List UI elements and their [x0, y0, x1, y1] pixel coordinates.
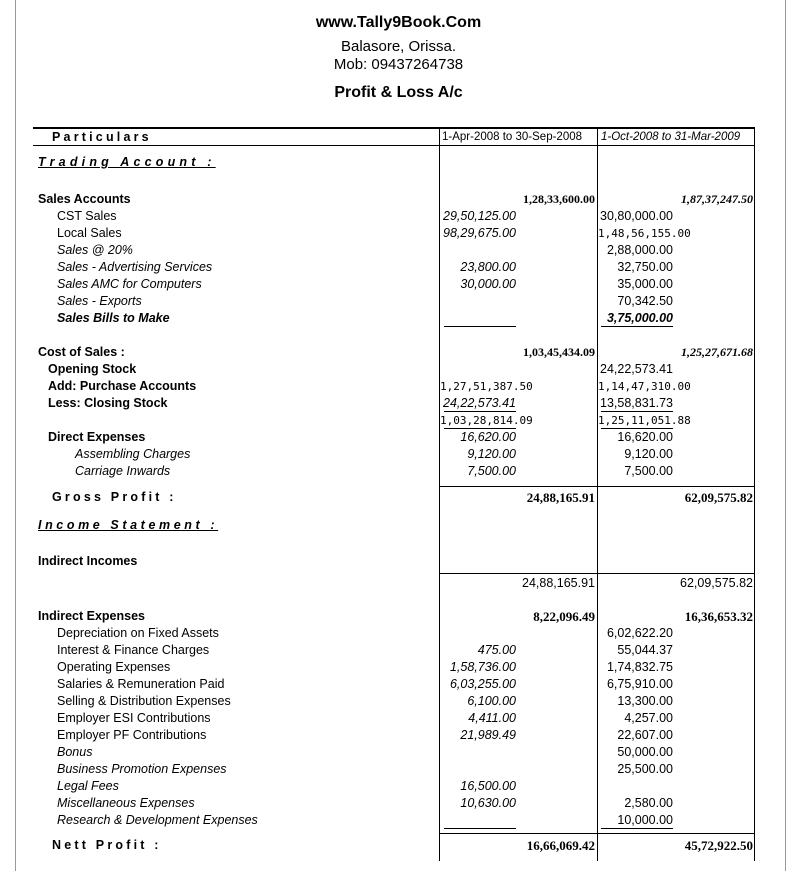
nett-profit-top-rule: [440, 833, 755, 834]
ledger-value-period2: 6,02,622.20: [606, 626, 673, 640]
subtotal-rule: [601, 411, 673, 412]
ledger-label: Legal Fees: [57, 779, 119, 793]
sales-total-period2: 1,87,37,247.50: [681, 192, 753, 206]
ledger-value-period1: 30,000.00: [460, 277, 516, 291]
ledger-label: Research & Development Expenses: [57, 813, 258, 827]
nett-profit-period2: 45,72,922.50: [684, 838, 753, 853]
indirect-expenses-total-period2: 16,36,653.32: [684, 609, 753, 624]
ledger-label: Sales - Exports: [57, 294, 142, 308]
gross-profit-period2: 62,09,575.82: [684, 490, 753, 505]
gross-profit-top-rule: [440, 486, 755, 487]
ledger-value-period2: 3,75,000.00: [606, 311, 673, 325]
stock-subtotal-period2: 1,25,11,051.88: [598, 414, 691, 427]
ledger-value-period2: 1,74,832.75: [606, 660, 673, 674]
company-location: Balasore, Orissa.: [340, 38, 457, 55]
ledger-value-period2: 50,000.00: [617, 745, 673, 759]
site-name: www.Tally9Book.Com: [315, 14, 482, 31]
ledger-label: Local Sales: [57, 226, 122, 240]
ledger-label: Assembling Charges: [75, 447, 191, 461]
opening-stock-period2: 24,22,573.41: [600, 362, 673, 376]
nett-profit-period1: 16,66,069.42: [526, 838, 595, 853]
ledger-label: CST Sales: [57, 209, 117, 223]
page-border-right: [785, 0, 786, 871]
indirect-expenses-label: Indirect Expenses: [38, 609, 145, 623]
ledger-value-period2: 7,500.00: [624, 464, 673, 478]
ledger-label: Sales AMC for Computers: [57, 277, 202, 291]
direct-expenses-label: Direct Expenses: [48, 430, 146, 444]
ledger-label: Business Promotion Expenses: [57, 762, 227, 776]
ledger-value-period1: 98,29,675.00: [443, 226, 516, 240]
table-header-rule: [33, 145, 755, 146]
subtotal-rule: [444, 411, 516, 412]
table-top-rule: [33, 127, 755, 129]
section-income-statement: Income Statement :: [38, 518, 219, 532]
nett-profit-label: Nett Profit :: [52, 838, 162, 852]
gross-profit-label: Gross Profit :: [52, 490, 177, 504]
closing-stock-period1: 24,22,573.41: [443, 396, 516, 410]
ledger-value-period2: 30,80,000.00: [600, 209, 673, 223]
stock-subtotal-period1: 1,03,28,814.09: [440, 414, 533, 427]
report-title: Profit & Loss A/c: [334, 84, 463, 101]
ledger-value-period1: 21,989.49: [460, 728, 516, 742]
indirect-incomes-label: Indirect Incomes: [38, 554, 138, 568]
subtotal-rule: [601, 828, 673, 829]
ledger-value-period2: 55,044.37: [617, 643, 673, 657]
ledger-value-period2: 2,88,000.00: [606, 243, 673, 257]
ledger-value-period2: 1,48,56,155.00: [598, 227, 691, 240]
ledger-value-period1: 7,500.00: [467, 464, 516, 478]
column-header-period1: 1-Apr-2008 to 30-Sep-2008: [442, 131, 583, 143]
indirect-expenses-total-period1: 8,22,096.49: [533, 609, 595, 624]
ledger-value-period2: 22,607.00: [617, 728, 673, 742]
cost-of-sales-total-period1: 1,03,45,434.09: [523, 345, 595, 359]
cost-of-sales-total-period2: 1,25,27,671.68: [681, 345, 753, 359]
ledger-label: Sales @ 20%: [57, 243, 133, 257]
ledger-label: Carriage Inwards: [75, 464, 171, 478]
section-trading-account: Trading Account :: [38, 155, 216, 169]
closing-stock-label: Less: Closing Stock: [48, 396, 168, 410]
page-border-left: [15, 0, 16, 871]
ledger-value-period1: 29,50,125.00: [443, 209, 516, 223]
carried-period1: 24,88,165.91: [522, 576, 595, 590]
company-mobile: Mob: 09437264738: [333, 56, 464, 73]
ledger-value-period2: 13,300.00: [617, 694, 673, 708]
closing-stock-period2: 13,58,831.73: [600, 396, 673, 410]
purchase-accounts-period1: 1,27,51,387.50: [440, 380, 533, 393]
ledger-value-period2: 32,750.00: [617, 260, 673, 274]
ledger-value-period1: 9,120.00: [467, 447, 516, 461]
ledger-label: Selling & Distribution Expenses: [57, 694, 231, 708]
ledger-value-period1: 6,03,255.00: [449, 677, 516, 691]
direct-expenses-period1: 16,620.00: [460, 430, 516, 444]
ledger-value-period1: 1,58,736.00: [449, 660, 516, 674]
ledger-value-period1: 4,411.00: [468, 711, 516, 725]
column-header-particulars: Particulars: [52, 130, 152, 144]
direct-expenses-period2: 16,620.00: [617, 430, 673, 444]
ledger-value-period2: 4,257.00: [624, 711, 673, 725]
ledger-label: Salaries & Remuneration Paid: [57, 677, 225, 691]
ledger-label: Interest & Finance Charges: [57, 643, 210, 657]
ledger-label: Depreciation on Fixed Assets: [57, 626, 219, 640]
ledger-value-period2: 35,000.00: [617, 277, 673, 291]
ledger-label: Employer PF Contributions: [57, 728, 207, 742]
ledger-label: Sales Bills to Make: [57, 311, 170, 325]
ledger-value-period2: 9,120.00: [624, 447, 673, 461]
subtotal-rule: [444, 326, 516, 327]
ledger-label: Sales - Advertising Services: [57, 260, 213, 274]
sales-total-period1: 1,28,33,600.00: [523, 192, 595, 206]
column-divider-3: [754, 127, 755, 861]
sales-accounts-label: Sales Accounts: [38, 192, 131, 206]
ledger-value-period1: 475.00: [477, 643, 516, 657]
purchase-accounts-label: Add: Purchase Accounts: [48, 379, 197, 393]
ledger-value-period2: 6,75,910.00: [606, 677, 673, 691]
ledger-value-period1: 16,500.00: [460, 779, 516, 793]
carried-period2: 62,09,575.82: [680, 576, 753, 590]
gross-profit-period1: 24,88,165.91: [526, 490, 595, 505]
ledger-value-period2: 70,342.50: [617, 294, 673, 308]
subtotal-rule: [444, 428, 516, 429]
ledger-value-period2: 2,580.00: [624, 796, 673, 810]
cost-of-sales-label: Cost of Sales :: [38, 345, 125, 359]
ledger-value-period2: 25,500.00: [617, 762, 673, 776]
purchase-accounts-period2: 1,14,47,310.00: [598, 380, 691, 393]
ledger-value-period2: 10,000.00: [617, 813, 673, 827]
column-header-period2: 1-Oct-2008 to 31-Mar-2009: [601, 131, 741, 143]
ledger-value-period1: 10,630.00: [460, 796, 516, 810]
subtotal-rule: [601, 428, 673, 429]
ledger-label: Operating Expenses: [57, 660, 171, 674]
ledger-value-period1: 6,100.00: [467, 694, 516, 708]
ledger-value-period1: 23,800.00: [460, 260, 516, 274]
subtotal-rule: [601, 326, 673, 327]
opening-stock-label: Opening Stock: [48, 362, 137, 376]
subtotal-rule: [444, 828, 516, 829]
ledger-label: Miscellaneous Expenses: [57, 796, 195, 810]
ledger-label: Bonus: [57, 745, 93, 759]
ledger-label: Employer ESI Contributions: [57, 711, 211, 725]
carried-top-rule: [440, 573, 755, 574]
